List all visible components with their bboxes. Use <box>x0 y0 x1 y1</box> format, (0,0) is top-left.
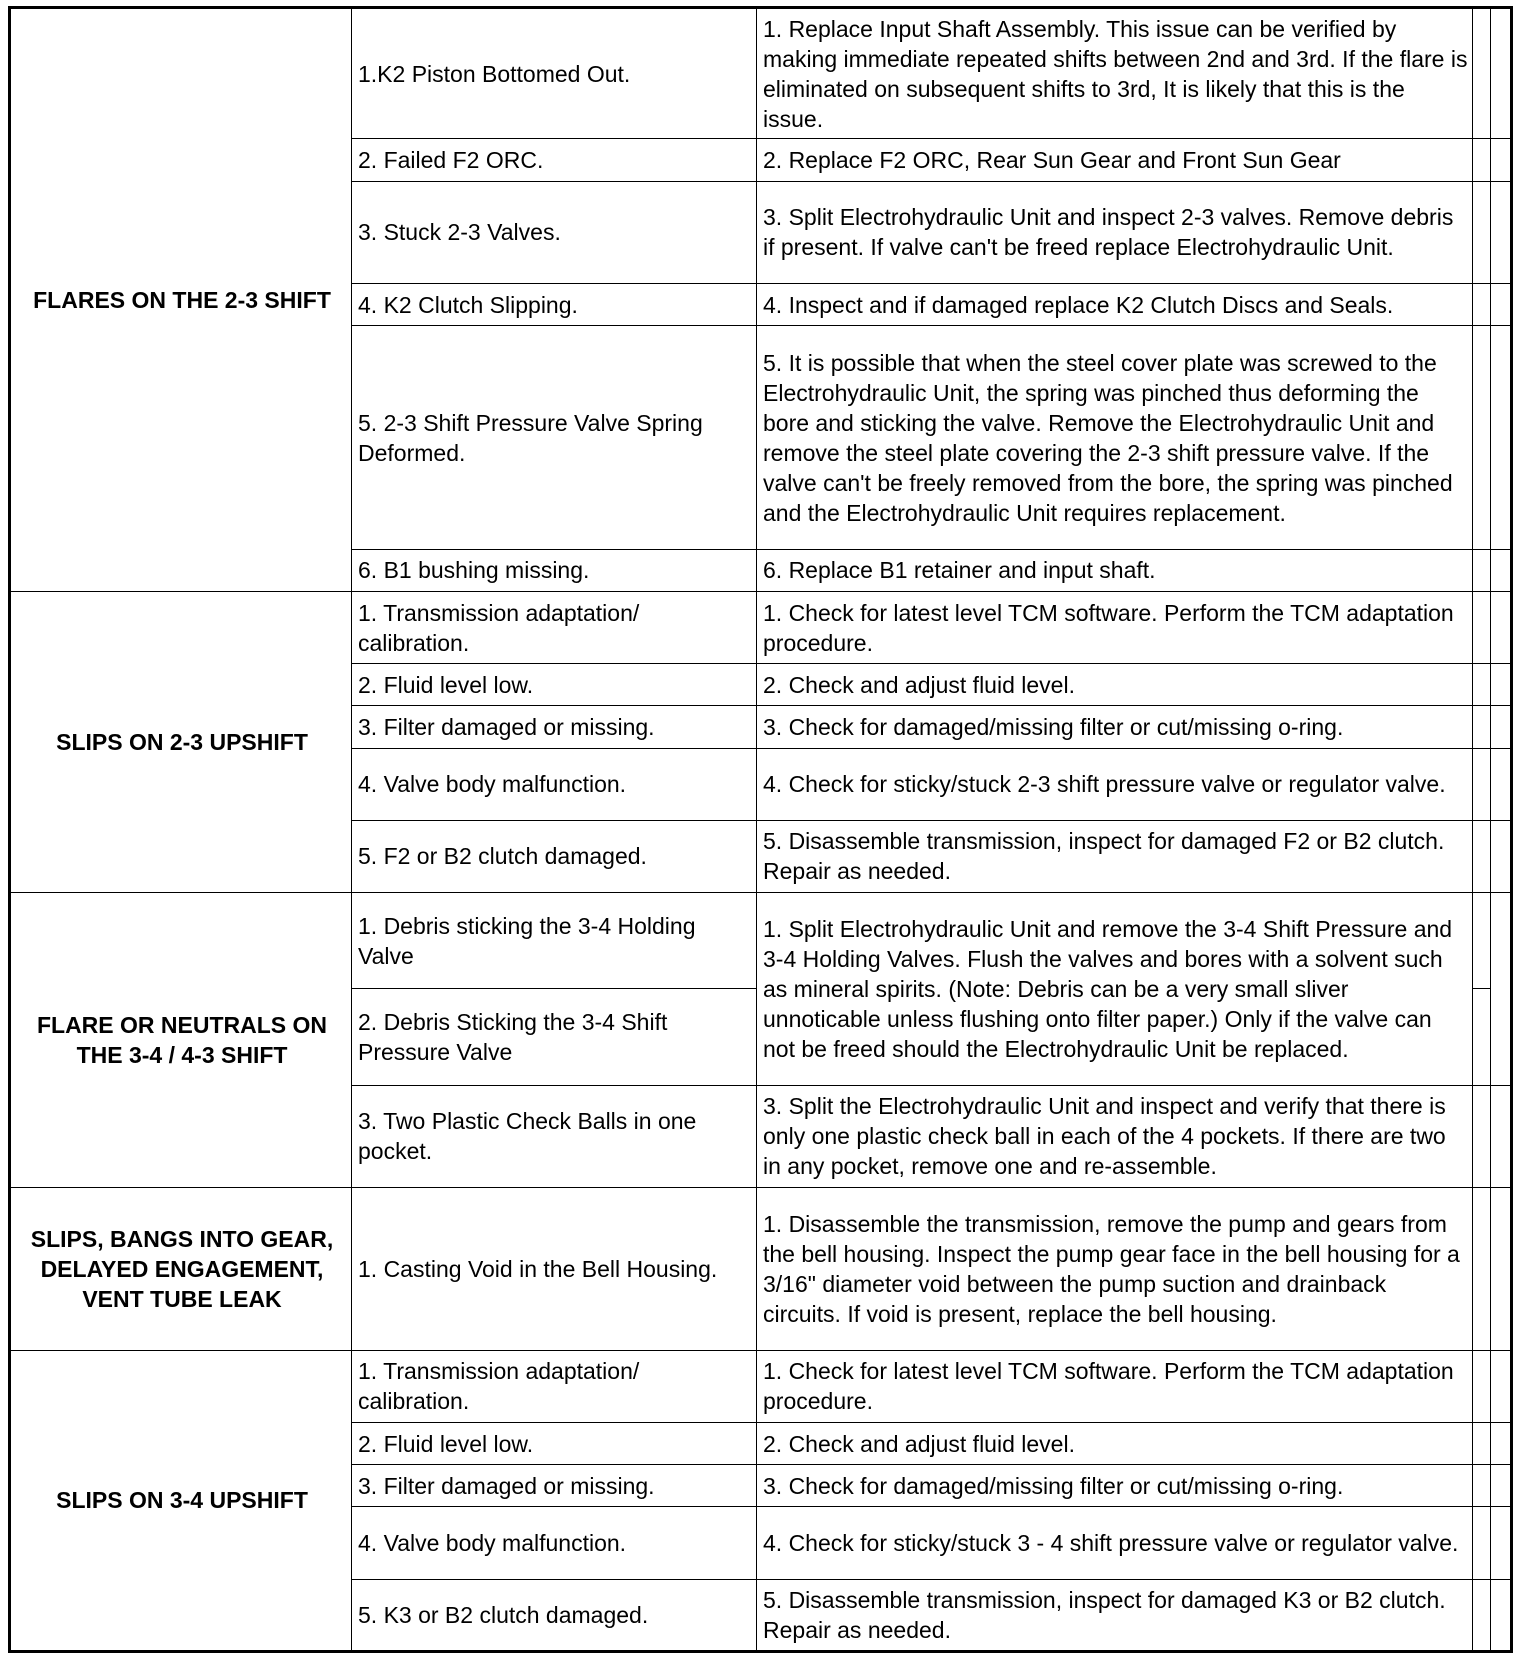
cause-cell: 1.K2 Piston Bottomed Out. <box>352 8 757 139</box>
cause-cell: 5. F2 or B2 clutch damaged. <box>352 820 757 892</box>
check-cell <box>1473 706 1491 748</box>
correction-cell: 1. Check for latest level TCM software. Perform the TCM adaptation procedure. <box>757 592 1473 664</box>
correction-cell: 3. Check for damaged/missing filter or cut/missing o-ring. <box>757 706 1473 748</box>
table-row <box>10 1350 1512 1422</box>
check-cell <box>1491 1350 1512 1422</box>
check-cell <box>1473 326 1491 550</box>
correction-cell: 4. Check for sticky/stuck 3 - 4 shift pressure valve or regulator valve. <box>757 1507 1473 1579</box>
check-cell <box>1473 181 1491 283</box>
check-cell <box>1491 8 1512 139</box>
cause-cell: 6. B1 bushing missing. <box>352 549 757 591</box>
cause-cell: 3. Stuck 2-3 Valves. <box>352 181 757 283</box>
correction-cell: 2. Check and adjust fluid level. <box>757 664 1473 706</box>
cause-cell: 5. K3 or B2 clutch damaged. <box>352 1579 757 1652</box>
check-cell <box>1473 8 1491 139</box>
condition-cell: SLIPS, BANGS INTO GEAR, DELAYED ENGAGEMENT, VENT TUBE LEAK <box>10 1188 352 1351</box>
diagnosis-table <box>8 6 1513 1653</box>
table-row <box>10 1188 1512 1351</box>
correction-cell: 1. Disassemble the transmission, remove the pump and gears from the bell housing. Inspect the pump gear face in the bell housing for a 3/16" diameter void between the pump suction and drainback circuits. If void is present, replace the bell housing. <box>757 1188 1473 1351</box>
cause-cell: 4. Valve body malfunction. <box>352 1507 757 1579</box>
check-cell <box>1491 1422 1512 1464</box>
check-cell <box>1491 1085 1512 1187</box>
table-row <box>10 8 1512 139</box>
correction-cell: 3. Check for damaged/missing filter or cut/missing o-ring. <box>757 1465 1473 1507</box>
correction-cell: 6. Replace B1 retainer and input shaft. <box>757 549 1473 591</box>
cause-cell: 2. Fluid level low. <box>352 664 757 706</box>
cause-cell: 1. Casting Void in the Bell Housing. <box>352 1188 757 1351</box>
cause-cell: 2. Failed F2 ORC. <box>352 139 757 181</box>
cause-cell: 2. Fluid level low. <box>352 1422 757 1464</box>
check-cell <box>1491 820 1512 892</box>
cause-cell: 5. 2-3 Shift Pressure Valve Spring Deformed. <box>352 326 757 550</box>
correction-cell: 2. Replace F2 ORC, Rear Sun Gear and Front Sun Gear <box>757 139 1473 181</box>
correction-cell: 5. Disassemble transmission, inspect for damaged F2 or B2 clutch. Repair as needed. <box>757 820 1473 892</box>
check-cell <box>1473 1350 1491 1422</box>
correction-cell: 1. Replace Input Shaft Assembly. This issue can be verified by making immediate repeated shifts between 2nd and 3rd. If the flare is eliminated on subsequent shifts to 3rd, It is likely that this is the issue. <box>757 8 1473 139</box>
cause-cell: 2. Debris Sticking the 3-4 Shift Pressure Valve <box>352 989 757 1085</box>
check-cell <box>1491 1579 1512 1652</box>
check-cell <box>1491 181 1512 283</box>
check-cell <box>1473 893 1491 989</box>
check-cell <box>1473 820 1491 892</box>
condition-cell: SLIPS ON 3-4 UPSHIFT <box>10 1350 352 1651</box>
check-cell <box>1473 139 1491 181</box>
check-cell <box>1473 1422 1491 1464</box>
correction-cell: 1. Split Electrohydraulic Unit and remove the 3-4 Shift Pressure and 3-4 Holding Valves. Flush the valves and bores with a solvent such as mineral spirits. (Note: Debris can be a very small sliver unnoticable unless flushing onto filter paper.) Only if the valve can not be freed should the Electrohydraulic Unit be replaced. <box>757 893 1473 1086</box>
table-row <box>10 893 1512 989</box>
check-cell <box>1491 1507 1512 1579</box>
check-cell <box>1473 1188 1491 1351</box>
check-cell <box>1473 549 1491 591</box>
correction-cell: 5. It is possible that when the steel cover plate was screwed to the Electrohydraulic Unit, the spring was pinched thus deforming the bore and sticking the valve. Remove the Electrohydraulic Unit and remove the steel plate covering the 2-3 shift pressure valve. If the valve can't be freely removed from the bore, the spring was pinched and the Electrohydraulic Unit requires replacement. <box>757 326 1473 550</box>
cause-cell: 3. Two Plastic Check Balls in one pocket. <box>352 1085 757 1187</box>
correction-cell: 3. Split Electrohydraulic Unit and inspect 2-3 valves. Remove debris if present. If valve can't be freed replace Electrohydraulic Unit. <box>757 181 1473 283</box>
check-cell <box>1473 748 1491 820</box>
correction-cell: 2. Check and adjust fluid level. <box>757 1422 1473 1464</box>
check-cell <box>1473 1465 1491 1507</box>
cause-cell: 1. Transmission adaptation/ calibration. <box>352 1350 757 1422</box>
check-cell <box>1491 1188 1512 1351</box>
check-cell <box>1491 326 1512 550</box>
correction-cell: 4. Inspect and if damaged replace K2 Clutch Discs and Seals. <box>757 283 1473 325</box>
cause-cell: 3. Filter damaged or missing. <box>352 1465 757 1507</box>
check-cell <box>1491 706 1512 748</box>
check-cell <box>1473 1085 1491 1187</box>
check-cell <box>1473 592 1491 664</box>
check-cell <box>1491 1465 1512 1507</box>
check-cell <box>1491 748 1512 820</box>
correction-cell: 1. Check for latest level TCM software. Perform the TCM adaptation procedure. <box>757 1350 1473 1422</box>
check-cell <box>1491 549 1512 591</box>
cause-cell: 3. Filter damaged or missing. <box>352 706 757 748</box>
check-cell <box>1473 1579 1491 1652</box>
cause-cell: 1. Debris sticking the 3-4 Holding Valve <box>352 893 757 989</box>
check-cell <box>1473 283 1491 325</box>
table-row <box>10 592 1512 664</box>
cause-cell: 1. Transmission adaptation/ calibration. <box>352 592 757 664</box>
check-cell <box>1491 664 1512 706</box>
correction-cell: 5. Disassemble transmission, inspect for damaged K3 or B2 clutch. Repair as needed. <box>757 1579 1473 1652</box>
check-cell <box>1491 592 1512 664</box>
check-cell <box>1491 893 1512 1086</box>
correction-cell: 3. Split the Electrohydraulic Unit and inspect and verify that there is only one plastic check ball in each of the 4 pockets. If there are two in any pocket, remove one and re-assemble. <box>757 1085 1473 1187</box>
correction-cell: 4. Check for sticky/stuck 2-3 shift pressure valve or regulator valve. <box>757 748 1473 820</box>
condition-cell: FLARE OR NEUTRALS ON THE 3-4 / 4-3 SHIFT <box>10 893 352 1188</box>
check-cell <box>1473 989 1491 1085</box>
cause-cell: 4. Valve body malfunction. <box>352 748 757 820</box>
check-cell <box>1473 664 1491 706</box>
condition-cell: SLIPS ON 2-3 UPSHIFT <box>10 592 352 893</box>
check-cell <box>1473 1507 1491 1579</box>
check-cell <box>1491 283 1512 325</box>
check-cell <box>1491 139 1512 181</box>
condition-cell: FLARES ON THE 2-3 SHIFT <box>10 8 352 592</box>
cause-cell: 4. K2 Clutch Slipping. <box>352 283 757 325</box>
